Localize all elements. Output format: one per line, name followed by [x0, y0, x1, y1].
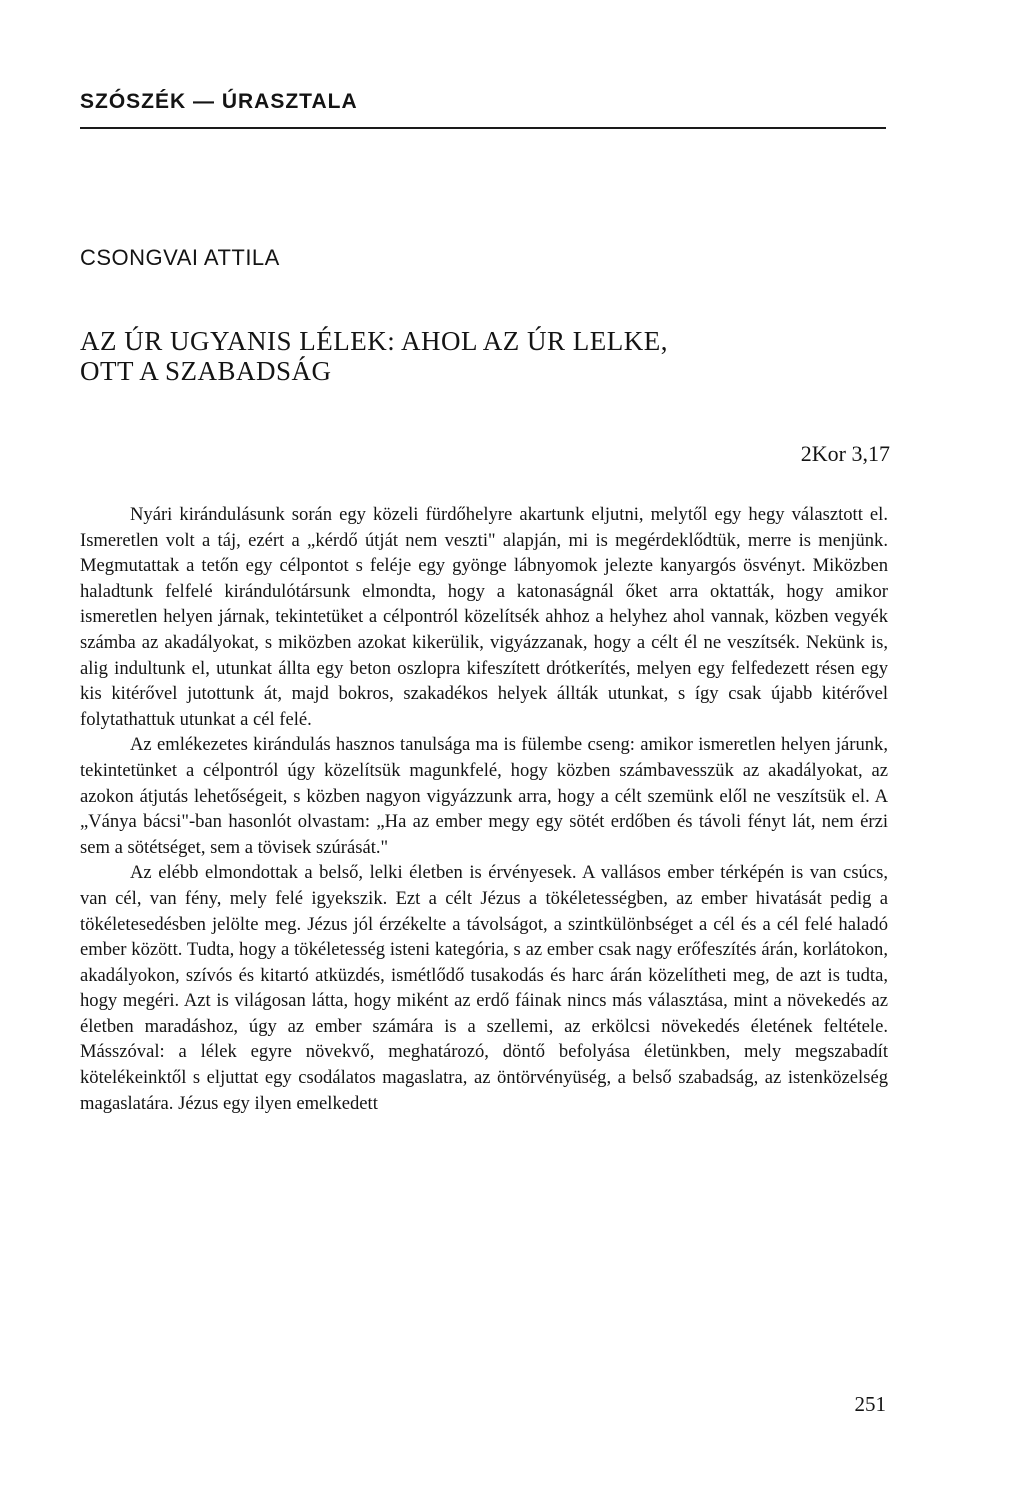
article-author: CSONGVAI ATTILA — [80, 245, 280, 270]
body-paragraph-2: Az emlékezetes kirándulás hasznos tanulsága ma is fülembe cseng: amikor ismeretlen helyen járunk, tekintetünket a célpontról úgy közelítsük magunkfelé, hogy közben számbavesszük az akadályokat, az azokon átjutás lehetőségeit, s közben nagyon vigyázzunk arra, hogy a célt szemünk elől ne veszítsük el. A „Ványa bácsi"-ban hasonlót olvastam: „Ha az ember megy egy sötét erdőben és távoli fényt lát, nem érzi sem a sötétséget, sem a tövisek szúrását." — [80, 734, 888, 858]
page-number: 251 — [854, 1392, 886, 1416]
article-title — [80, 326, 910, 386]
article-title-line-1: AZ ÚR UGYANIS LÉLEK: AHOL AZ ÚR LELKE, — [80, 326, 668, 356]
header-rule — [80, 127, 886, 129]
body-paragraph-3: Az elébb elmondottak a belső, lelki életben is érvényesek. A vallásos ember térképén is van csúcs, van cél, van fény, mely felé igyekszik. Ezt a célt Jézus a tökéletességben, az ember hivatását pedig a tökéletesedésben jelölte meg. Jézus jól érzékelte a távolságot, a szintkülönbséget a cél és a cél felé haladó ember között. Tudta, hogy a tökéletesség isteni kategória, s az ember csak nagy erőfeszítés árán, korlátokon, akadályokon, szívós és kitartó atküzdés, ismétlődő tusakodás és harc árán közelítheti meg, de azt is tudta, hogy megéri. Azt is világosan látta, hogy miként az erdő fáinak nincs más választása, mint a növekedés az életben maradáshoz, úgy az ember számára is a szellemi, az erkölcsi növekedés életének feltétele. Másszóval: a lélek egyre növekvő, meghatározó, döntő befolyása életünkben, mely megszabadít kötelékeinktől s eljuttat egy csodálatos magaslatra, az öntörvényüség, a belső szabadság, az istenközelség magaslatára. Jézus egy ilyen emelkedett — [80, 862, 888, 1114]
article-body — [80, 502, 888, 1116]
scripture-reference: 2Kor 3,17 — [800, 441, 890, 466]
article-title-line-2: OTT A SZABADSÁG — [80, 356, 332, 386]
running-head: SZÓSZÉK — ÚRASZTALA — [80, 90, 358, 113]
book-page — [80, 0, 910, 1492]
body-paragraph-1: Nyári kirándulásunk során egy közeli fürdőhelyre akartunk eljutni, melytől egy hegy választott el. Ismeretlen volt a táj, ezért a „kérdő útját nem veszti" alapján, mi is megérdeklődtük, merre is menjünk. Megmutattak a tetőn egy célpontot s feléje egy gyönge lábnyomok jelezte kanyargós ösvényt. Miközben haladtunk felfelé kirándulótársunk elmondta, hogy a katonaságnál őket arra oktatták, hogy amikor ismeretlen helyen járnak, tekintetüket a célpontról közelítsék ahhoz a helyhez ahol vannak, közben vegyék számba az akadályokat, s miközben azokat kikerülik, vigyázzanak, hogy a célt él ne veszítsék. Nekünk is, alig indultunk el, utunkat állta egy beton oszlopra kifeszített drótkerítés, melyen egy felfedezett résen egy kis kitérővel jutottunk át, majd bokros, szakadékos helyek állták utunkat, s így csak újabb kitérővel folytathattuk utunkat a cél felé. — [80, 504, 888, 730]
